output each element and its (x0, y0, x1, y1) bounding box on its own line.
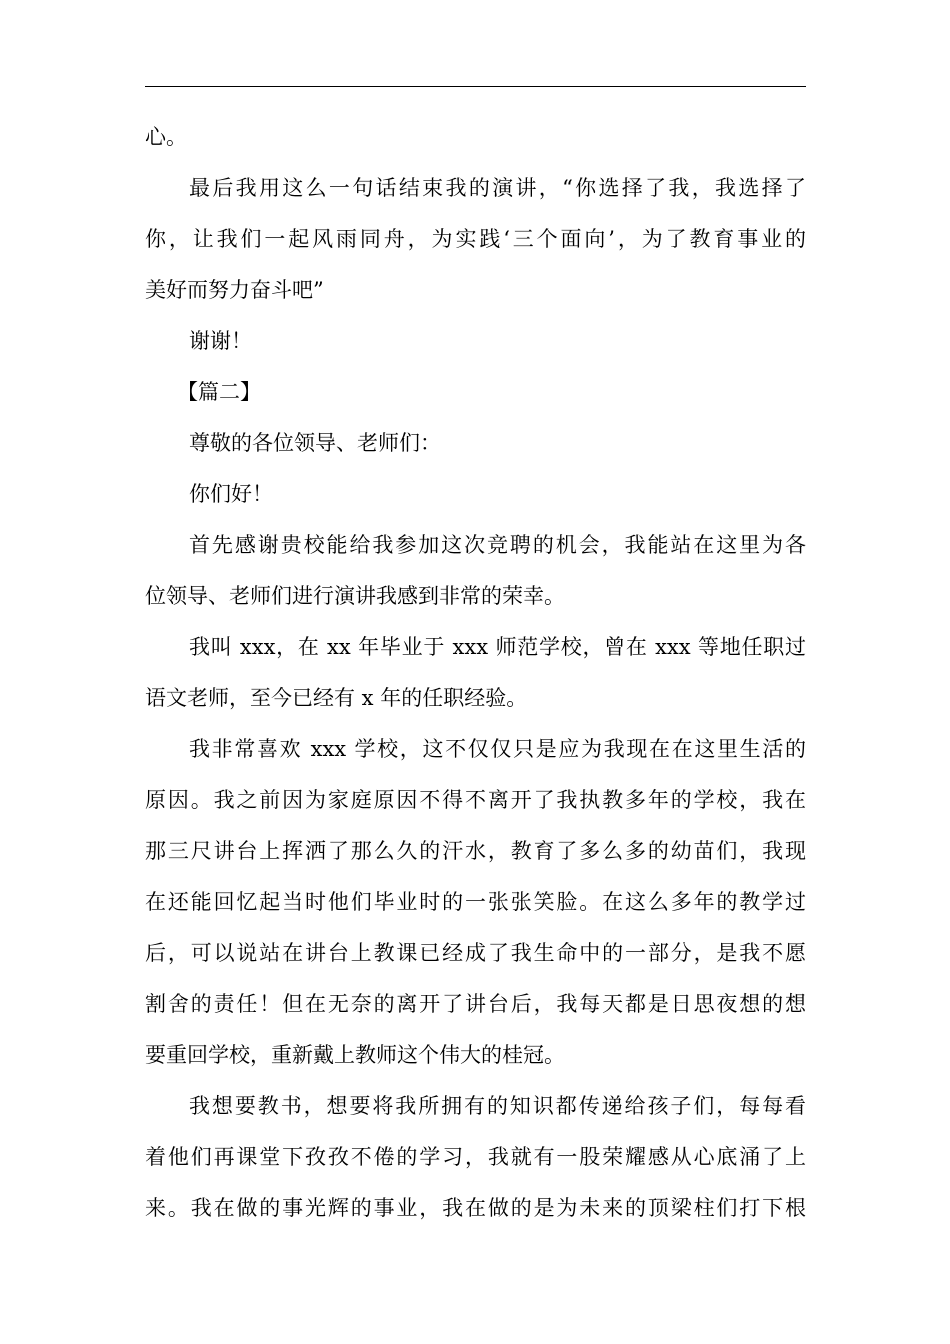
greeting: 你们好！ (189, 482, 273, 506)
text-line: 我想要教书，想要将我所拥有的知识都传递给孩子们，每每看 (189, 1094, 806, 1118)
text-line: 首先感谢贵校能给我参加这次竞聘的机会，我能站在这里为各 (189, 533, 806, 557)
text-line: 语文老师，至今已经有 x 年的任职经验。 (145, 686, 528, 710)
text-line: 位领导、老师们进行演讲我感到非常的荣幸。 (145, 584, 565, 608)
text-line: 原因。我之前因为家庭原因不得不离开了我执教多年的学校，我在 (145, 788, 806, 812)
text-line: 后，可以说站在讲台上教课已经成了我生命中的一部分，是我不愿 (145, 941, 806, 965)
salutation: 尊敬的各位领导、老师们： (189, 431, 441, 455)
text-line: 我非常喜欢 xxx 学校，这不仅仅只是应为我现在在这里生活的 (189, 737, 806, 761)
text-line: 来。我在做的事光辉的事业，我在做的是为未来的顶梁柱们打下根 (145, 1196, 806, 1220)
text-line: 你，让我们一起风雨同舟，为实践‘三个面向’，为了教育事业的 (145, 227, 806, 251)
header-rule (145, 86, 806, 87)
text-line: 谢谢！ (189, 329, 252, 353)
text-line: 我叫 xxx，在 xx 年毕业于 xxx 师范学校，曾在 xxx 等地任职过 (189, 635, 806, 659)
text-line: 心。 (145, 125, 187, 149)
section-heading: 【篇二】 (177, 380, 261, 404)
text-line: 最后我用这么一句话结束我的演讲，“你选择了我，我选择了 (189, 176, 806, 200)
text-line: 美好而努力奋斗吧” (145, 278, 324, 302)
text-line: 割舍的责任！但在无奈的离开了讲台后，我每天都是日思夜想的想 (145, 992, 806, 1016)
text-line: 要重回学校，重新戴上教师这个伟大的桂冠。 (145, 1043, 565, 1067)
text-line: 那三尺讲台上挥洒了那么久的汗水，教育了多么多的幼苗们，我现 (145, 839, 806, 863)
text-line: 着他们再课堂下孜孜不倦的学习，我就有一股荣耀感从心底涌了上 (145, 1145, 806, 1169)
text-line: 在还能回忆起当时他们毕业时的一张张笑脸。在这么多年的教学过 (145, 890, 806, 914)
